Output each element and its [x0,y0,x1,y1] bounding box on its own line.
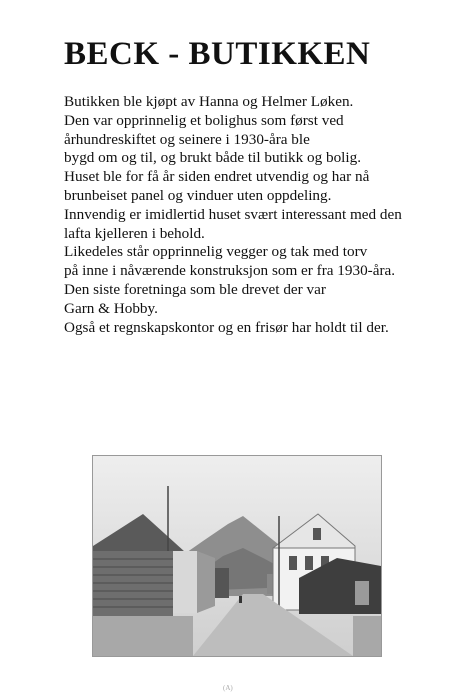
text-line: Den var opprinnelig et bolighus som først ved [64,111,344,129]
ground-left [93,616,193,656]
left-house-side [173,551,197,613]
text-line: brunbeiset panel og vinduer uten oppdeling. [64,186,332,204]
text-line: Den siste foretninga som ble drevet der var [64,280,326,298]
window [305,556,313,570]
text-line: Butikken ble kjøpt av Hanna og Helmer Løken. [64,93,354,110]
text-line: Også et regnskapskontor og en frisør har holdt til der. [64,318,389,336]
window [289,556,297,570]
mid-house [215,568,229,598]
text-line: Huset ble for få år siden endret utvendig og har nå [64,168,370,186]
text-line: lafta kjelleren i behold. [64,224,205,242]
street-scene-illustration [93,456,381,656]
window [313,528,321,540]
text-line: på inne i nåværende konstruksjon som er fra 1930-åra. [64,262,396,280]
text-line: bygd om og til, og brukt både til butikk og bolig. [64,149,361,167]
text-line: århundreskiftet og seinere i 1930-åra ble [64,130,310,148]
body-text [64,93,456,337]
left-house-extension [197,551,215,613]
photo-caption-mark: (A) [223,684,233,692]
text-line: Garn & Hobby. [64,299,158,317]
page-title: BECK - BUTIKKEN [64,36,371,72]
historic-street-photo [92,455,382,657]
text-line: Likedeles står opprinnelig vegger og tak med torv [64,243,368,261]
text-line: Innvendig er imidlertid huset svært interessant med den [64,205,402,223]
barn-door [355,581,369,605]
person [239,596,242,603]
ground-right [353,616,381,656]
